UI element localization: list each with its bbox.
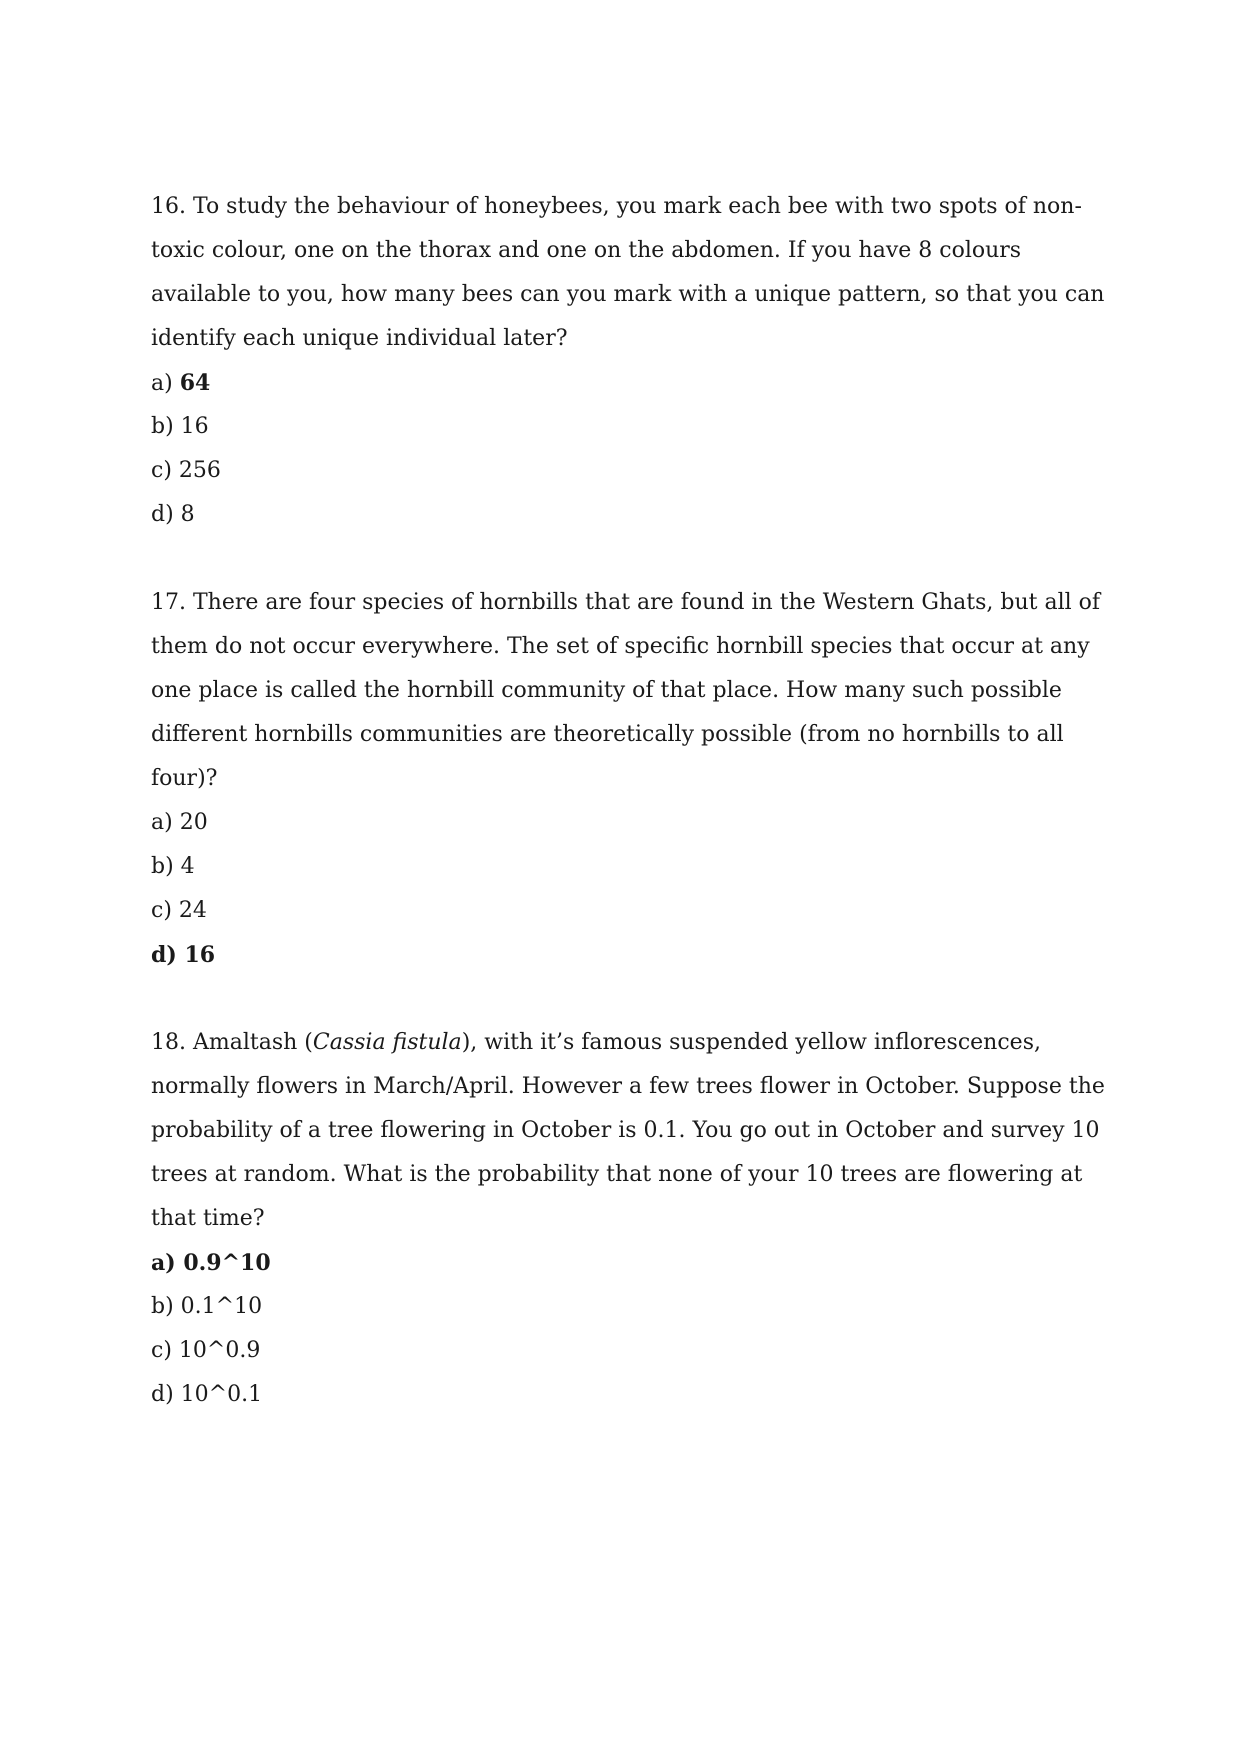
option-prefix: c): [151, 458, 179, 483]
option-value: 16: [180, 414, 209, 439]
option-value: 256: [178, 458, 221, 483]
option-value-correct: 64: [179, 370, 211, 396]
option-value-correct: 16: [184, 942, 216, 968]
option-prefix: a): [151, 371, 180, 396]
option-a: [151, 361, 1111, 405]
option-b: [151, 845, 1111, 889]
option-d: [151, 493, 1111, 537]
option-a-correct: [151, 1241, 1111, 1285]
option-value-correct: 0.9^10: [183, 1250, 271, 1276]
answer-options: [151, 361, 1111, 537]
option-prefix: d): [151, 502, 181, 527]
option-c: [151, 449, 1111, 493]
answer-options: [151, 1241, 1111, 1417]
option-c: [151, 889, 1111, 933]
option-prefix: c): [151, 898, 179, 923]
question-18: [151, 1021, 1111, 1417]
option-value: 10^0.1: [180, 1382, 263, 1407]
option-prefix: a): [151, 810, 180, 835]
option-prefix: b): [151, 854, 181, 879]
option-prefix: b): [151, 414, 181, 439]
option-value: 0.1^10: [180, 1294, 263, 1319]
species-name: Cassia fistula: [312, 1030, 462, 1055]
question-stem: 17. There are four species of hornbills that are found in the Western Ghats, but all of them do not occur everywhere. The set of specific hornbill species that occur at any one place is called the hornbill community of that place. How many such possible different hornbills communities are theoretically possible (from no hornbills to all four)?: [151, 590, 1101, 791]
stem-text: 18. Amaltash (: [151, 1030, 313, 1055]
option-prefix: a): [151, 1250, 184, 1276]
option-b: [151, 1285, 1111, 1329]
option-prefix: d): [151, 942, 185, 968]
question-17: [151, 581, 1111, 977]
option-value: 4: [180, 854, 195, 879]
answer-options: [151, 801, 1111, 977]
option-value: 20: [179, 810, 208, 835]
document-page: [151, 185, 1111, 1417]
option-value: 24: [178, 898, 207, 923]
option-c: [151, 1329, 1111, 1373]
option-prefix: b): [151, 1294, 181, 1319]
question-stem: [151, 1021, 1111, 1241]
option-a: [151, 801, 1111, 845]
option-prefix: d): [151, 1382, 181, 1407]
option-value: 8: [180, 502, 195, 527]
question-16: [151, 185, 1111, 537]
stem-text: ), with it’s famous suspended yellow inflorescences, normally flowers in March/April. However a few trees flower in October. Suppose the probability of a tree flowering in October is 0.1. You go out in October and survey 10 trees at random. What is the probability that none of your 10 trees are flowering at that time?: [151, 1030, 1105, 1231]
option-prefix: c): [151, 1338, 179, 1363]
option-d: [151, 1373, 1111, 1417]
option-value: 10^0.9: [178, 1338, 261, 1363]
option-b: [151, 405, 1111, 449]
question-stem: 16. To study the behaviour of honeybees, you mark each bee with two spots of non-toxic colour, one on the thorax and one on the abdomen. If you have 8 colours available to you, how many bees can you mark with a unique pattern, so that you can identify each unique individual later?: [151, 194, 1105, 351]
option-d-correct: [151, 933, 1111, 977]
